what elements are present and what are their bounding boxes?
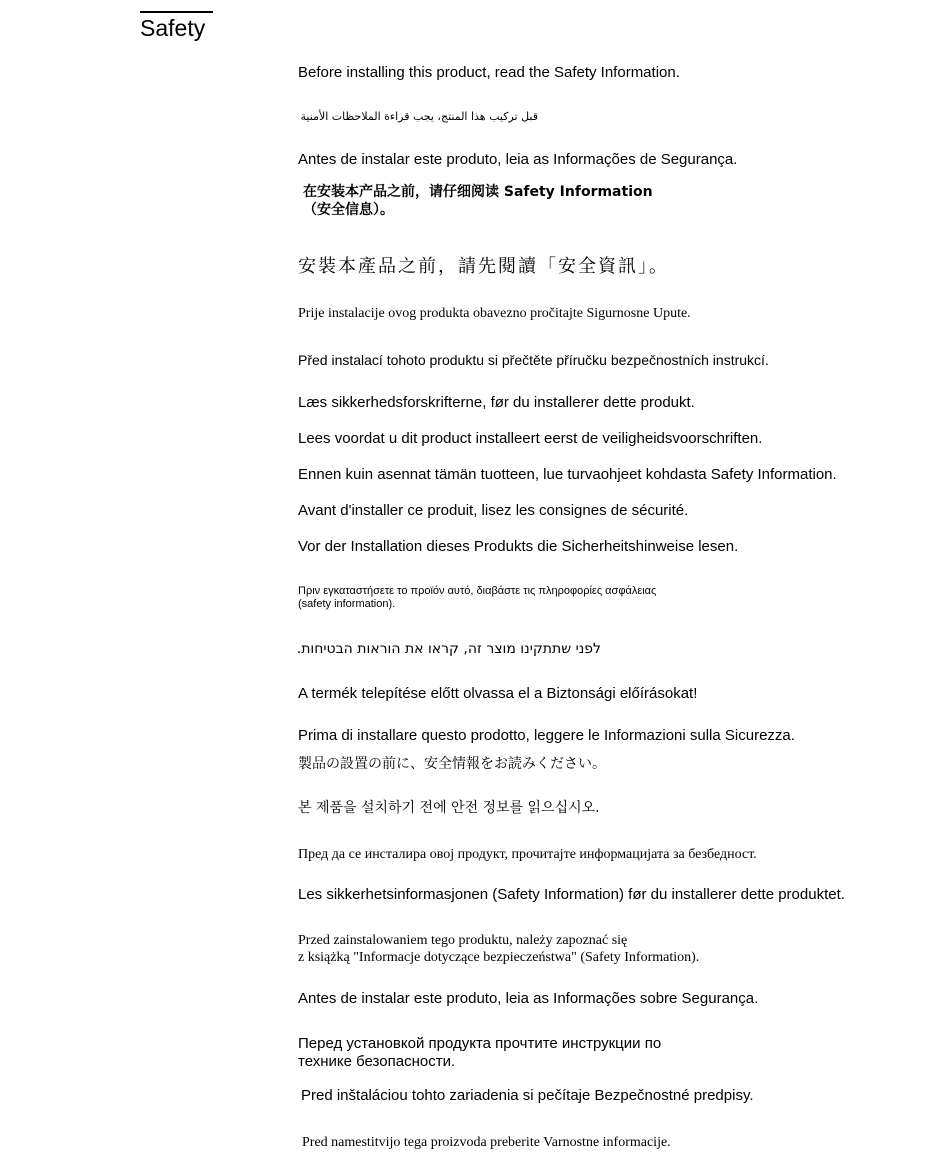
safety-line-arabic: قبل تركيب هذا المنتج، يجب قراءة الملاحظات الأمنية	[300, 110, 538, 123]
safety-line-russian-2: технике безопасности.	[298, 1053, 456, 1070]
safety-line-russian-1: Перед установкой продукта прочтите инструкции по	[298, 1035, 662, 1052]
safety-line-italian: Prima di installare questo prodotto, leggere le Informazioni sulla Sicurezza.	[298, 727, 795, 744]
safety-line-chinese-simplified-2: （安全信息）。	[303, 202, 394, 218]
safety-line-greek-1: Πριν εγκαταστήσετε το προϊόν αυτό, διαβάστε τις πληροφορίες ασφάλειας	[298, 585, 657, 597]
safety-line-german: Vor der Installation dieses Produkts die Sicherheitshinweise lesen.	[298, 538, 739, 555]
safety-line-macedonian: Пред да се инсталира овој продукт, прочитајте информацијата за безбедност.	[298, 847, 757, 862]
safety-line-english: Before installing this product, read the Safety Information.	[298, 64, 680, 81]
safety-line-hungarian: A termék telepítése előtt olvassa el a Biztonsági előírásokat!	[298, 685, 698, 702]
safety-line-czech: Před instalací tohoto produktu si přečtěte příručku bezpečnostních instrukcí.	[298, 352, 769, 368]
safety-line-polish-1: Przed zainstalowaniem tego produktu, należy zapoznać się	[298, 933, 628, 948]
safety-line-greek-2: (safety information).	[298, 598, 396, 610]
safety-line-dutch: Lees voordat u dit product installeert eerst de veiligheidsvoorschriften.	[298, 430, 763, 447]
safety-line-danish: Læs sikkerhedsforskrifterne, før du installerer dette produkt.	[298, 394, 695, 411]
safety-line-slovenian: Pred namestitvijo tega proizvoda preberite Varnostne informacije.	[302, 1135, 671, 1150]
safety-line-portuguese-br: Antes de instalar este produto, leia as Informações de Segurança.	[298, 151, 738, 168]
page-title: Safety	[140, 15, 206, 41]
safety-line-japanese: 製品の設置の前に、安全情報をお読みください。	[298, 756, 606, 772]
safety-line-chinese-simplified-1: 在安装本产品之前，请仔细阅读 Safety Information	[303, 184, 653, 200]
safety-line-polish-2: z książką "Informacje dotyczące bezpieczeństwa" (Safety Information).	[298, 950, 700, 965]
section-heading	[140, 11, 213, 42]
safety-line-french: Avant d'installer ce produit, lisez les consignes de sécurité.	[298, 502, 689, 519]
safety-line-korean: 본 제품을 설치하기 전에 안전 정보를 읽으십시오.	[298, 800, 600, 816]
safety-line-chinese-traditional: 安裝本產品之前，請先閱讀「安全資訊」。	[298, 256, 669, 277]
safety-line-hebrew: לפני שתתקינו מוצר זה, קראו את הוראות הבטיחות.	[296, 641, 601, 657]
safety-line-portuguese: Antes de instalar este produto, leia as Informações sobre Segurança.	[298, 990, 759, 1007]
safety-line-finnish: Ennen kuin asennat tämän tuotteen, lue turvaohjeet kohdasta Safety Information.	[298, 466, 837, 483]
safety-line-norwegian: Les sikkerhetsinformasjonen (Safety Information) før du installerer dette produktet.	[298, 886, 845, 903]
safety-line-slovak: Pred inštaláciou tohto zariadenia si pečítaje Bezpečnostné predpisy.	[301, 1087, 754, 1104]
safety-line-croatian: Prije instalacije ovog produkta obavezno pročitajte Sigurnosne Upute.	[298, 306, 691, 321]
heading-rule	[140, 11, 213, 13]
